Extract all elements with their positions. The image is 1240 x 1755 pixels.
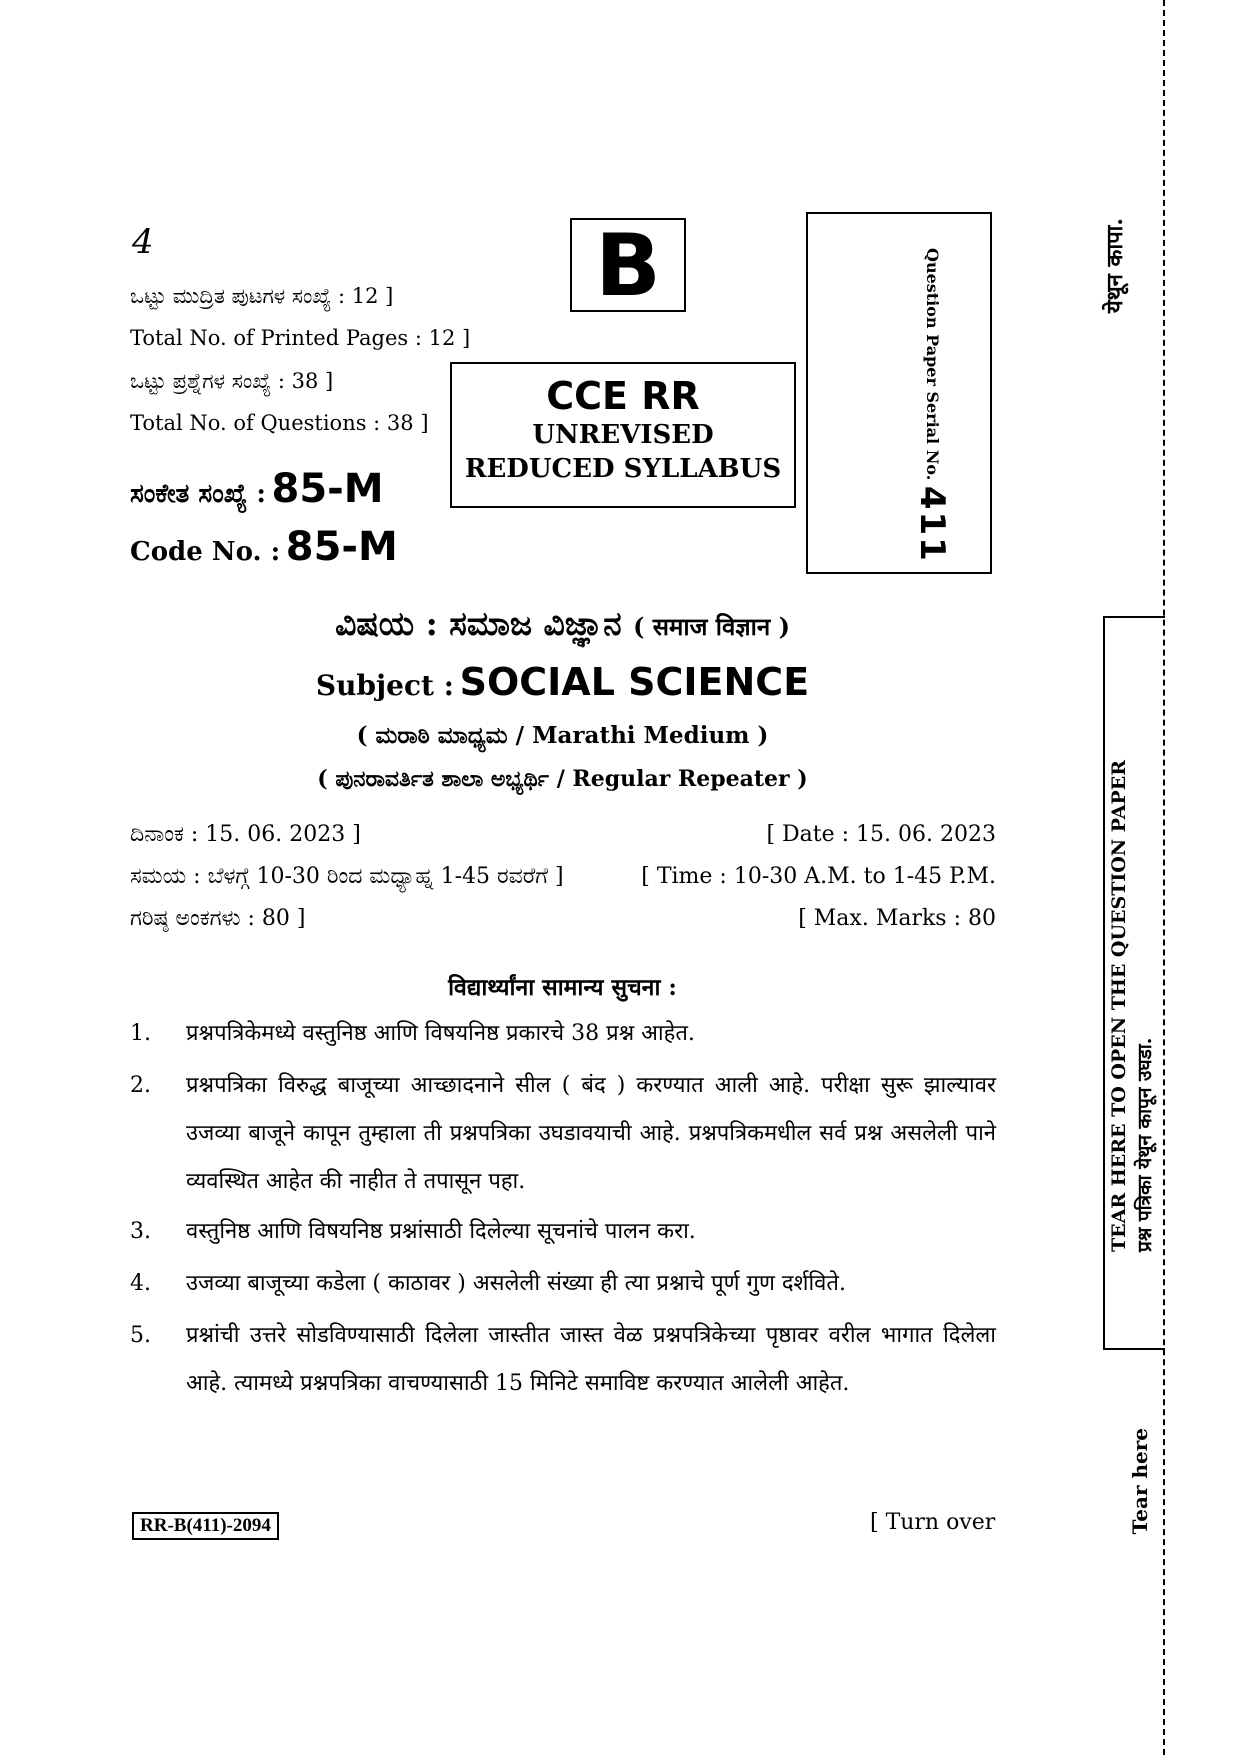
code-number-english (130, 524, 398, 570)
instructions-title: विद्यार्थ्यांना सामान्य सुचना : (448, 974, 677, 1001)
marks-row (130, 906, 996, 931)
code-label-kannada: ಸಂಕೇತ ಸಂಖ್ಯೆ : (130, 479, 266, 509)
serial-number: 411 (912, 485, 952, 563)
questions-count-kannada: ಒಟ್ಟು ಪ್ರಶ್ನೆಗಳ ಸಂಖ್ಯೆ : 38 ] (130, 369, 334, 393)
marks-kannada: ಗರಿಷ್ಠ ಅಂಕಗಳು : 80 ] (130, 906, 306, 931)
date-row (130, 822, 996, 847)
code-value: 85-M (271, 466, 384, 512)
instruction-number: 3. (130, 1219, 151, 1244)
instruction-number: 5. (130, 1323, 151, 1348)
printed-pages-english: Total No. of Printed Pages : 12 ] (130, 326, 471, 350)
serial-number-box (806, 212, 992, 574)
tear-top-marathi: येथून कापा. (1102, 218, 1128, 314)
subject-english (0, 660, 1125, 704)
page-number: 4 (132, 222, 154, 262)
printed-pages-kannada: ಒಟ್ಟು ಮುದ್ರಿತ ಪುಟಗಳ ಸಂಖ್ಯೆ : 12 ] (130, 284, 394, 308)
instruction-number: 2. (130, 1073, 151, 1098)
subject-value: SOCIAL SCIENCE (459, 660, 810, 704)
instruction-item (130, 1062, 996, 1206)
code-number-kannada (130, 466, 384, 512)
instruction-text: प्रश्नांची उत्तरे सोडविण्यासाठी दिलेला जास्तीत जास्त वेळ प्रश्नपत्रिकेच्या पृष्ठावर वरील भागात दिलेला आहे. त्यामध्ये प्रश्नपत्रिका वाचण्यासाठी 15 मिनिटे समाविष्ट करण्यात आलेली आहेत. (186, 1323, 996, 1396)
tear-here-label: Tear here (1128, 1428, 1152, 1535)
code-value: 85-M (285, 524, 398, 570)
tear-main-text (1106, 760, 1158, 1252)
instruction-number: 1. (130, 1021, 151, 1046)
time-kannada: ಸಮಯ : ಬೆಳಗ್ಗೆ 10-30 ರಿಂದ ಮಧ್ಯಾಹ್ನ 1-45 ರವರೆಗೆ ] (130, 864, 564, 889)
date-kannada: ದಿನಾಂಕ : 15. 06. 2023 ] (130, 822, 361, 847)
instruction-text: प्रश्नपत्रिकेमध्ये वस्तुनिष्ठ आणि विषयनिष्ठ प्रकारचे 38 प्रश्न आहेत. (186, 1021, 695, 1046)
serial-label: Question Paper Serial No. (923, 248, 942, 481)
scheme-line-1: CCE RR (546, 374, 700, 418)
tear-main-marathi: प्रश्न पत्रिका येथून कापून उघडा. (1134, 1037, 1156, 1252)
instruction-number: 4. (130, 1271, 151, 1296)
instruction-item (130, 1312, 996, 1408)
scheme-line-3: REDUCED SYLLABUS (464, 454, 782, 484)
subject-label: Subject : (315, 669, 455, 702)
footer-paper-code: RR-B(411)-2094 (132, 1512, 279, 1540)
instruction-text: उजव्या बाजूच्या कडेला ( काठावर ) असलेली संख्या ही त्या प्रश्नाचे पूर्ण गुण दर्शविते. (186, 1271, 846, 1296)
instruction-item (130, 1208, 996, 1256)
code-label-english: Code No. : (130, 537, 281, 567)
repeater-line: ( ಪುನರಾವರ್ತಿತ ಶಾಲಾ ಅಭ್ಯರ್ಥಿ / Regular Repeater ) (317, 766, 808, 792)
date-english: [ Date : 15. 06. 2023 (766, 822, 996, 847)
turn-over-label: [ Turn over (870, 1510, 996, 1535)
subject-kannada-main: ವಿಷಯ : ಸಮಾಜ ವಿಜ್ಞಾನ (335, 604, 622, 643)
instruction-text: वस्तुनिष्ठ आणि विषयनिष्ठ प्रश्नांसाठी दिलेल्या सूचनांचे पालन करा. (186, 1219, 696, 1244)
instruction-item (130, 1010, 996, 1058)
serial-number-rotated (912, 248, 952, 563)
instruction-text: प्रश्नपत्रिका विरुद्ध बाजूच्या आच्छादनाने सील ( बंद ) करण्यात आली आहे. परीक्षा सुरू झाल्यावर उजव्या बाजूने कापून तुम्हाला ती प्रश्नपत्रिका उघडावयाची आहे. प्रश्नपत्रिकमधील सर्व प्रश्न असलेली पाने व्यवस्थित आहेत की नाहीत ते तपासून पहा. (186, 1073, 996, 1194)
time-row (130, 864, 996, 889)
scheme-box (450, 362, 796, 508)
version-letter-box: B (570, 218, 686, 312)
medium-line: ( ಮರಾಠಿ ಮಾಧ್ಯಮ / Marathi Medium ) (356, 722, 769, 749)
instruction-item (130, 1260, 996, 1308)
questions-count-english: Total No. of Questions : 38 ] (130, 411, 429, 435)
time-english: [ Time : 10-30 A.M. to 1-45 P.M. (641, 864, 996, 889)
scheme-line-2: UNREVISED (532, 420, 714, 450)
marks-english: [ Max. Marks : 80 (798, 906, 996, 931)
tear-main-english: TEAR HERE TO OPEN THE QUESTION PAPER (1108, 760, 1130, 1252)
subject-marathi-paren: ( समाज विज्ञान ) (633, 612, 790, 641)
subject-kannada (0, 604, 1125, 644)
